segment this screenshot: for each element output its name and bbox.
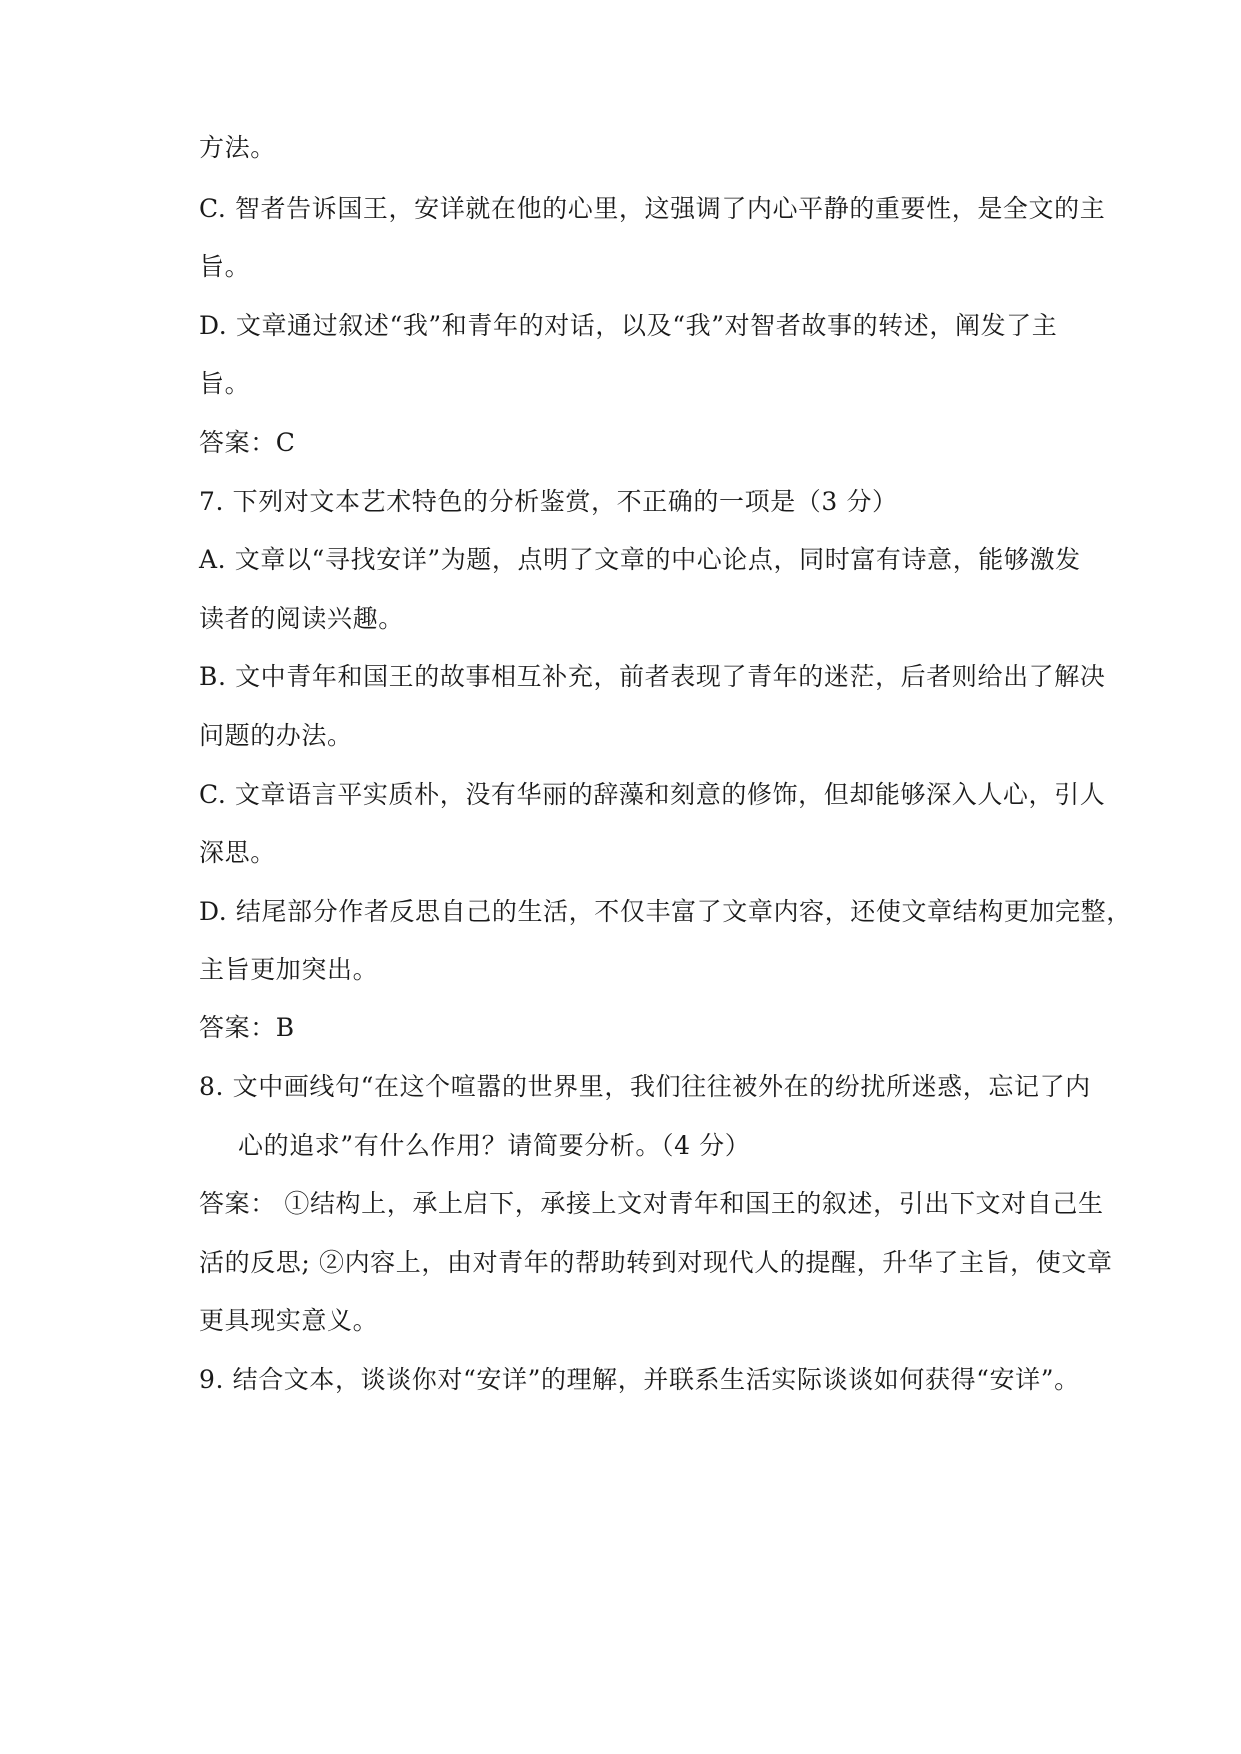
option-c-line: C. 智者告诉国王，安详就在他的心里，这强调了内心平静的重要性，是全文的主 <box>199 194 1106 223</box>
option-a-line: A. 文章以“寻找安详”为题，点明了文章的中心论点，同时富有诗意，能够激发 <box>199 545 1081 574</box>
option-b-line: B. 文中青年和国王的故事相互补充，前者表现了青年的迷茫，后者则给出了解决 <box>199 662 1106 691</box>
text-line: 活的反思; ②内容上，由对青年的帮助转到对现代人的提醒，升华了主旨，使文章 <box>199 1248 1113 1277</box>
text-line: 旨。 <box>199 369 251 398</box>
text-line: 更具现实意义。 <box>199 1306 379 1335</box>
question-8: 8. 文中画线句“在这个喧嚣的世界里，我们往往被外在的纷扰所迷惑，忘记了内 <box>199 1072 1091 1101</box>
option-d-line: D. 结尾部分作者反思自己的生活，不仅丰富了文章内容，还使文章结构更加完整， <box>199 897 1132 926</box>
text-line: 主旨更加突出。 <box>199 955 379 984</box>
text-line: 方法。 <box>199 133 276 162</box>
answer-line: 答案： ①结构上，承上启下，承接上文对青年和国王的叙述，引出下文对自己生 <box>199 1189 1104 1218</box>
question-8-continuation: 心的追求”有什么作用？请简要分析。（4 分） <box>238 1131 751 1160</box>
question-9: 9. 结合文本，谈谈你对“安详”的理解，并联系生活实际谈谈如何获得“安详”。 <box>199 1365 1080 1394</box>
option-d-line: D. 文章通过叙述“我”和青年的对话，以及“我”对智者故事的转述，阐发了主 <box>199 311 1058 340</box>
text-line: 读者的阅读兴趣。 <box>199 604 404 633</box>
answer-line: 答案：B <box>199 1013 295 1042</box>
text-line: 问题的办法。 <box>199 721 353 750</box>
answer-line: 答案：C <box>199 428 296 457</box>
text-line: 旨。 <box>199 252 251 281</box>
option-c-line: C. 文章语言平实质朴，没有华丽的辞藻和刻意的修饰，但却能够深入人心，引人 <box>199 780 1106 809</box>
text-line: 深思。 <box>199 838 276 867</box>
question-7: 7. 下列对文本艺术特色的分析鉴赏，不正确的一项是（3 分） <box>199 487 898 516</box>
